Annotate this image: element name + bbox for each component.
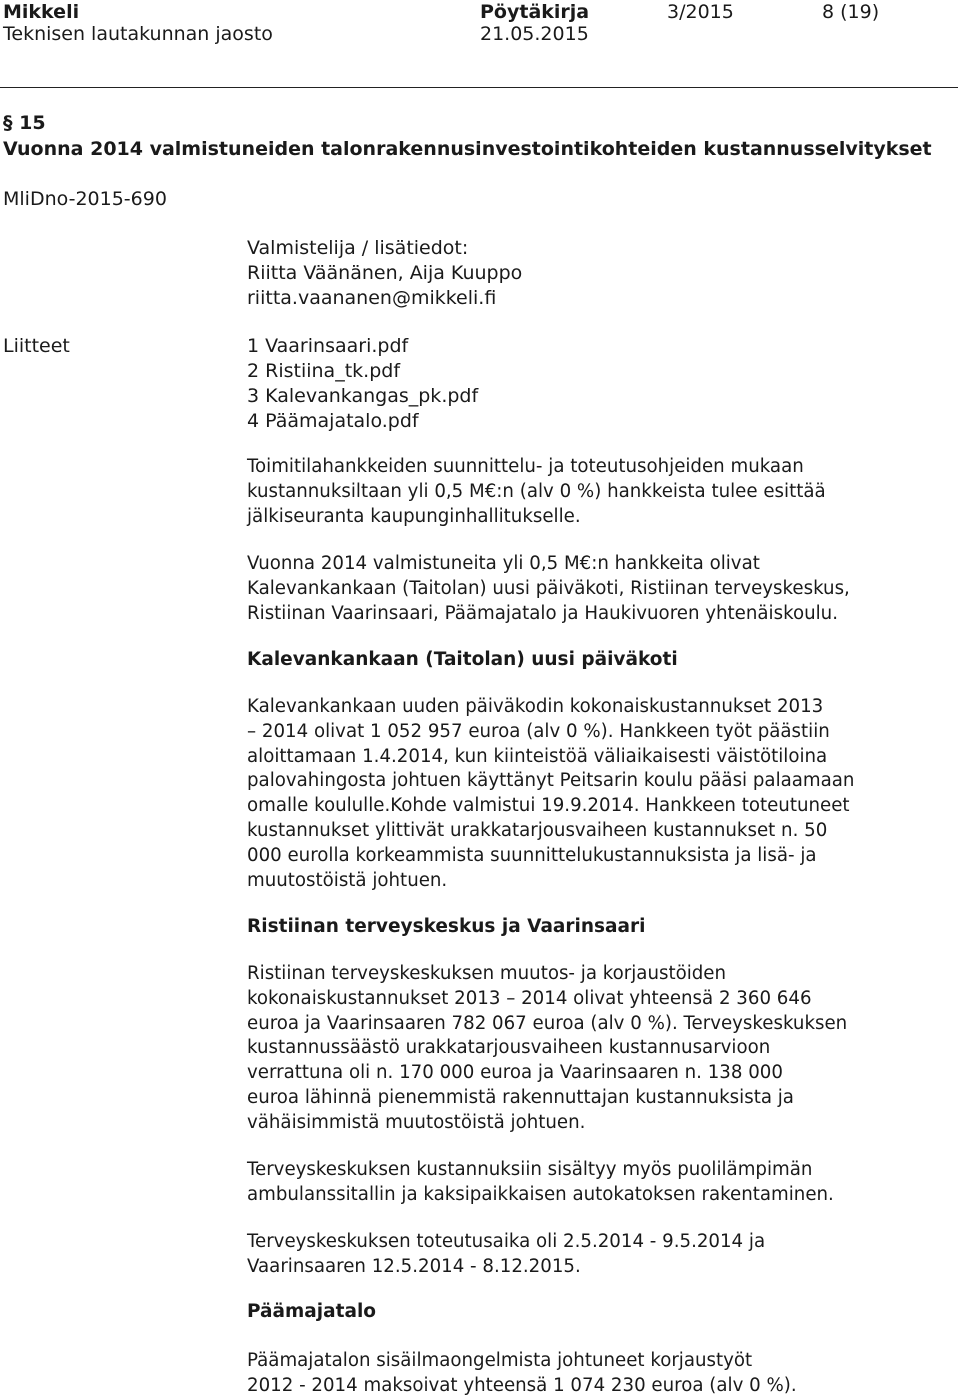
paragraph-line: palovahingosta johtuen käyttänyt Peitsarin koulu pääsi palaamaan (247, 770, 855, 792)
section-title: Vuonna 2014 valmistuneiden talonrakennusinvestointikohteiden kustannusselvitykset (3, 138, 932, 160)
paragraph-line: euroa ja Vaarinsaaren 782 067 euroa (alv 0 %). Terveyskeskuksen (247, 1012, 848, 1034)
paragraph-line: Terveyskeskuksen kustannuksiin sisältyy myös puolilämpimän (247, 1159, 813, 1180)
paragraph-line: Terveyskeskuksen toteutusaika oli 2.5.2014 - 9.5.2014 ja (247, 1231, 766, 1252)
paragraph-line: vähäisimmistä muutostöistä johtuen. (247, 1111, 586, 1133)
attachment-link[interactable]: 4 Päämajatalo.pdf (247, 410, 419, 432)
paragraph-line: kustannukset ylittivät urakkatarjousvaiheen kustannukset n. 50 (247, 819, 828, 841)
paragraph-line: Vaarinsaaren 12.5.2014 - 8.12.2015. (247, 1255, 581, 1277)
dno-reference: MliDno-2015-690 (3, 188, 167, 210)
paragraph-line: 000 eurolla korkeammista suunnittelukustannuksista ja lisä- ja (247, 844, 817, 866)
subheading-kalevankangas: Kalevankankaan (Taitolan) uusi päiväkoti (247, 649, 678, 670)
header-meeting-no: 3/2015 (667, 1, 734, 23)
paragraph-ambulance (247, 1158, 937, 1208)
preparer-label: Valmistelija / lisätiedot: (247, 237, 469, 259)
section-symbol: § (3, 112, 13, 134)
paragraph-line: kustannussäästö urakkatarjousvaiheen kustannusarvioon (247, 1037, 771, 1059)
header-org: Mikkeli (3, 1, 80, 23)
paragraph-line: jälkiseuranta kaupunginhallitukselle. (247, 505, 581, 527)
attachment-link[interactable]: 1 Vaarinsaari.pdf (247, 335, 409, 357)
header-divider (0, 87, 958, 88)
paragraph-line: aloittamaan 1.4.2014, kun kiinteistöä väliaikaisesti väistötiloina (247, 745, 828, 767)
paragraph-line: Ristiinan Vaarinsaari, Päämajatalo ja Haukivuoren yhtenäiskoulu. (247, 602, 838, 624)
paragraph-schedule (247, 1230, 937, 1280)
paragraph-line: Kalevankankaan (Taitolan) uusi päiväkoti, Ristiinan terveyskeskus, (247, 577, 850, 599)
subheading-paamajatalo: Päämajatalo (247, 1301, 376, 1322)
paragraph-line: verrattuna oli n. 170 000 euroa ja Vaarinsaaren n. 138 000 (247, 1062, 783, 1084)
paragraph-projects (247, 552, 937, 626)
attachment-link[interactable]: 2 Ristiina_tk.pdf (247, 360, 401, 382)
paragraph-line: Päämajatalon sisäilmaongelmista johtuneet korjaustyöt (247, 1350, 753, 1371)
header-doc-type: Pöytäkirja (480, 1, 590, 23)
paragraph-paamajatalo (247, 1349, 937, 1399)
paragraph-line: – 2014 olivat 1 052 957 euroa (alv 0 %). Hankkeen työt päästiin (247, 720, 830, 742)
paragraph-line: 2012 - 2014 maksoivat yhteensä 1 074 230 euroa (alv 0 %). (247, 1374, 797, 1396)
paragraph-line: kustannuksiltaan yli 0,5 M€:n (alv 0 %) hankkeista tulee esittää (247, 480, 826, 502)
paragraph-line: Toimitilahankkeiden suunnittelu- ja toteutusohjeiden mukaan (247, 456, 804, 477)
paragraph-line: kokonaiskustannukset 2013 – 2014 olivat yhteensä 2 360 646 (247, 987, 812, 1009)
paragraph-guidelines (247, 455, 937, 529)
paragraph-line: Ristiinan terveyskeskuksen muutos- ja korjaustöiden (247, 963, 727, 984)
section-number (3, 112, 46, 134)
preparer-email[interactable]: riitta.vaananen@mikkeli.fi (247, 287, 497, 309)
subheading-ristiina: Ristiinan terveyskeskus ja Vaarinsaari (247, 916, 646, 937)
paragraph-line: euroa lähinnä pienemmistä rakennuttajan kustannuksista ja (247, 1086, 794, 1108)
section-number-value: 15 (19, 112, 46, 134)
attachments-label: Liitteet (3, 335, 70, 357)
paragraph-line: Vuonna 2014 valmistuneita yli 0,5 M€:n hankkeita olivat (247, 553, 760, 574)
paragraph-line: omalle koululle.Kohde valmistui 19.9.2014. Hankkeen toteutuneet (247, 795, 850, 817)
attachment-link[interactable]: 3 Kalevankangas_pk.pdf (247, 385, 479, 407)
paragraph-line: Kalevankankaan uuden päiväkodin kokonaiskustannukset 2013 (247, 696, 824, 717)
paragraph-line: muutostöistä johtuen. (247, 869, 448, 891)
paragraph-line: ambulanssitallin ja kaksipaikkaisen autokatoksen rakentaminen. (247, 1183, 834, 1205)
paragraph-ristiina (247, 962, 937, 1136)
header-date: 21.05.2015 (480, 23, 589, 45)
header-page: 8 (19) (822, 1, 880, 23)
preparer-names: Riitta Väänänen, Aija Kuuppo (247, 262, 523, 284)
header-committee: Teknisen lautakunnan jaosto (3, 23, 273, 45)
paragraph-kalevankangas (247, 695, 937, 893)
